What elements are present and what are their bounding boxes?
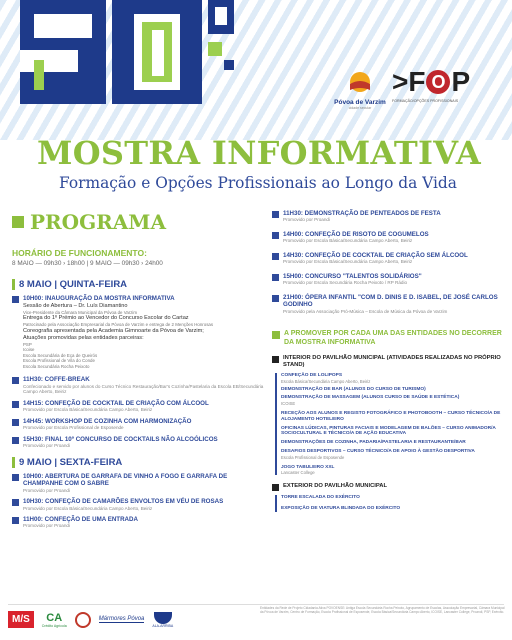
event-sub: Promovido por Proandi (23, 443, 70, 449)
event-title: 14H00: CONFEÇÃO DE RISOTO DE COGUMELOS (283, 230, 429, 238)
activity-item: TORRE ESCALADA DO EXÉRCITO (281, 495, 360, 501)
activity-item (281, 373, 504, 384)
session-line: Sessão de Abertura – Dr. Luís Diamantino (23, 303, 128, 309)
digit-two (20, 0, 106, 104)
activity-sub: ICOISE (281, 401, 296, 407)
activity-item (281, 465, 504, 476)
interior-items (275, 373, 504, 476)
event-square-icon (272, 253, 279, 260)
ship-icon (154, 612, 172, 624)
event-item (272, 231, 504, 244)
exterior-title: EXTERIOR DO PAVILHÃO MUNICIPAL (283, 483, 388, 490)
session-details (23, 303, 264, 369)
activity-title: DESAFIOS DESPORTIVOS – CURSO TÉCNICO/A DE APOIO À GESTÃO DESPORTIVA (281, 448, 475, 454)
ordinal-mark (208, 0, 234, 70)
event-title: 14H30: CONFEÇÃO DE COCKTAIL DE CRIAÇÃO SEM ÁLCOOL (283, 251, 468, 259)
promote-heading (272, 330, 504, 347)
activity-item (281, 449, 504, 460)
horario-text: 8 MAIO — 09h30 › 18h00 | 9 MAIO — 09h30 › 24h00 (12, 260, 163, 267)
session-line: Escola Profissional de Vila do Conde (23, 358, 95, 364)
digit-zero (112, 0, 202, 104)
event-square-icon (272, 211, 279, 218)
event-square-icon (12, 419, 19, 426)
promote-heading-text: A PROMOVER POR CADA UMA DAS ENTIDADES NO DECORRER DA MOSTRA INFORMATIVA (284, 330, 502, 346)
event-title: 11H00: CONFEÇÃO DE UMA ENTRADA (23, 516, 138, 523)
fop-logo (392, 68, 502, 110)
session-line: Coreografia apresentada pela Academia Gimnoarte da Póvoa de Varzim; (23, 327, 204, 334)
ala-arriba-logo (152, 612, 173, 628)
activity-item: EXPOSIÇÃO DE VIATURA BLINDADA DO EXÉRCITO (281, 506, 401, 512)
session-line: Icoise (23, 347, 35, 353)
event-item (272, 273, 504, 286)
activity-item (281, 426, 504, 438)
fop-p-letter: P (451, 66, 471, 97)
activity-sub: Escola Profissional de Esposende (281, 454, 345, 460)
anniversary-20-logo (12, 0, 237, 110)
event-item (272, 294, 504, 314)
horario-label: HORÁRIO DE FUNCIONAMENTO: (12, 248, 147, 258)
event-item (12, 295, 264, 303)
square-bullet-icon (272, 331, 280, 339)
interior-header (272, 355, 504, 369)
programa-label: PROGRAMA (30, 210, 166, 234)
event-sub: Promovido por Escola Básica/Secundária Campo Aberto, Beiriz (23, 505, 153, 511)
event-square-icon (12, 401, 19, 408)
seal-icon (75, 612, 91, 628)
program-left-column (12, 210, 264, 529)
marmores-povoa-logo: Mármores Póvoa (98, 616, 145, 622)
event-item (12, 376, 264, 394)
session-line: Escola Secundária Rocha Peixoto (23, 363, 90, 369)
event-title: 14H45: WORKSHOP DE COZINHA COM HARMONIZAÇÃO (23, 417, 192, 425)
fop-o-circle (426, 70, 450, 94)
session-line: PSP (23, 341, 32, 347)
exterior-items (275, 495, 504, 512)
day-label: 9 MAIO | SEXTA-FEIRA (19, 456, 123, 468)
event-item (12, 473, 264, 493)
program-right-column (272, 210, 504, 512)
fop-subtitle: FORMAÇÃO/OPÇÕES PROFISSIONAIS (392, 99, 459, 103)
event-square-icon (12, 377, 19, 384)
event-sub: Promovido por Escola Profissional de Esposende (23, 425, 124, 431)
event-item (12, 418, 264, 431)
day-bar-icon (12, 457, 15, 468)
event-title: 11H30: COFFE-BREAK (23, 376, 90, 384)
event-item (272, 252, 504, 265)
povoa-tagline: cidade secular (348, 106, 372, 110)
activity-title: DEMONSTRAÇÃO DE MASSAGEM (ALUNOS CURSO DE SAÚDE E ESTÉTICA) (281, 395, 460, 401)
activity-item (281, 395, 504, 406)
event-sub: Promovido por Proandi (283, 217, 330, 223)
event-square-icon (12, 296, 19, 303)
session-line: Patrocinado pela Associação Empresarial da Póvoa de Varzim e entrega de 2 Menções Honrosas (23, 322, 214, 328)
event-item (12, 516, 264, 529)
povoa-de-varzim-logo (332, 70, 388, 110)
event-title: 10H00: INAUGURAÇÃO DA MOSTRA INFORMATIVA (23, 295, 175, 302)
event-sub: Promovido por Escola Secundária Rocha Peixoto / RP Rádio (283, 280, 408, 286)
event-sub: Promovido por Escola Básica/Secundária Campo Aberto, Beiriz (283, 259, 413, 265)
fop-o-letter: O (431, 72, 446, 92)
event-item (12, 436, 264, 449)
event-sub: Promovido por Escola Básica/Secundária Campo Aberto, Beiriz (283, 238, 413, 244)
event-square-icon (272, 274, 279, 281)
event-square-icon (12, 437, 19, 444)
day-header-8-maio (12, 279, 264, 290)
credito-agricola-logo (42, 612, 67, 628)
povoa-name: Póvoa de Varzim (334, 99, 386, 106)
exterior-header (272, 483, 504, 491)
ala-arriba-name: ALA-ARRIBA (152, 623, 174, 628)
event-square-icon (12, 474, 19, 481)
event-square-icon (12, 499, 19, 506)
event-item (12, 400, 264, 413)
activity-title: DEMONSTRAÇÃO DE BAR (ALUNOS DO CURSO DE TURISMO) (281, 386, 426, 392)
event-square-icon (272, 484, 279, 491)
programa-heading (12, 210, 264, 234)
fop-main-text: >F (392, 66, 426, 97)
event-item (12, 498, 264, 511)
day-label: 8 MAIO | QUINTA-FEIRA (19, 279, 128, 290)
event-item (272, 210, 504, 223)
session-line: Vice-Presidente da Câmara Municipal da Póvoa de Varzim (23, 309, 138, 315)
event-sub: Confecionado e servido por alunos do Curso Técnico Restauração/Bar's Cozinha/Pastelaria da Escola EB/Secundária Campo Aberto, Beiriz (23, 383, 264, 395)
event-title: 14H15: CONFEÇÃO DE COCKTAIL DE CRIAÇÃO COM ÁLCOOL (23, 399, 209, 407)
footer-fine-print: Entidades da Rede de Projeto Cidadania Ativa POVOENSE: Antiga Escola Secundária Rocha Peixoto, Agrupamento de Escolas, Associação Empresarial, Câmara Municipal da Póvoa de Varzim, Centro de Formação, Escola Profissional de Esposende, Escola Básica/Secundária Campo Aberto, ICOISE, Lancaster College, Proandi, PSP, Exército. (260, 606, 505, 614)
activity-item (281, 440, 504, 446)
day-header-9-maio (12, 457, 264, 468)
event-square-icon (272, 232, 279, 239)
event-square-icon (272, 356, 279, 363)
activity-title: JOGO TABULEIRO XXL (281, 464, 335, 470)
activity-title: CONFEÇÃO DE LOLIPOPS (281, 372, 343, 378)
activity-sub: Lancaster College (281, 470, 315, 476)
event-sub: Promovido pela Associação Pró-Música – Escola de Música da Póvoa de Varzim (283, 308, 448, 314)
activity-item (281, 387, 504, 393)
event-sub: Promovido por Proandi (23, 487, 70, 493)
event-title: 15H00: CONCURSO "TALENTOS SOLIDÁRIOS" (283, 272, 422, 280)
page-subtitle: Formação e Opções Profissionais ao Longo da Vida (59, 174, 457, 192)
event-square-icon (12, 517, 19, 524)
sun-icon (345, 70, 375, 94)
event-title: 15H30: FINAL 10º CONCURSO DE COCKTAILS NÃO ALCOÓLICOS (23, 435, 218, 443)
activity-title: OFICINAS LÚDICAS, PINTURAS FACIAIS E MODELAGEM DE BALÕES – CURSO ANIMADOR/A SOCIOCULTURAL E TÉCNICO/A DE AÇÃO EDUCATIVA (281, 425, 496, 437)
session-line: Atuações promovidas pelas entidades parceiras: (23, 334, 144, 341)
ms-logo: M/S (8, 611, 34, 628)
page-title: MOSTRA INFORMATIVA (36, 134, 482, 172)
session-line: Escola Secundária de Eça de Queirós (23, 352, 98, 358)
day-bar-icon (12, 279, 15, 290)
interior-title: INTERIOR DO PAVILHÃO MUNICIPAL (ATIVIDADES REALIZADAS NO PRÓPRIO STAND) (283, 354, 501, 368)
session-line: Entrega do 1º Prémio ao Vencedor do Concurso Escolar do Cartaz (23, 315, 189, 322)
activity-item (281, 411, 504, 423)
ca-name: Crédito Agrícola (41, 623, 67, 628)
activity-sub: Escola Básica/Secundária Campo Aberto, Beiriz (281, 378, 371, 384)
event-square-icon (272, 295, 279, 302)
event-title: 10H30: CONFEÇÃO DE CAMARÕES ENVOLTOS EM VÉU DE ROSAS (23, 498, 224, 506)
square-bullet-icon (12, 216, 24, 228)
event-sub: Promovido por Escola Básica/Secundária Campo Aberto, Beiriz (23, 407, 153, 413)
event-title: 10H00: ABERTURA DE GARRAFA DE VINHO A FOGO E GARRAFA DE CHAMPANHE COM O SABRE (23, 472, 228, 488)
event-sub: Promovido por Proandi (23, 523, 70, 529)
event-title: 21H00: ÓPERA INFANTIL "COM D. DINIS E D. ISABEL, DE JOSÉ CARLOS GODINHO (283, 293, 498, 309)
ca-letters: CA (46, 611, 63, 624)
activity-title: RECEÇÃO AOS ALUNOS E REGISTO FOTOGRÁFICO E PHOTOBOOTH – CURSO TÉCNICO/A DE ALOJAMENTO HOTELEIRO (281, 411, 501, 422)
event-title: 11H30: DEMONSTRAÇÃO DE PENTEADOS DE FESTA (283, 210, 441, 217)
activity-title: DEMONSTRAÇÕES DE COZINHA, PADARIA/PASTELARIA E RESTAURANTE/BAR (281, 440, 466, 446)
